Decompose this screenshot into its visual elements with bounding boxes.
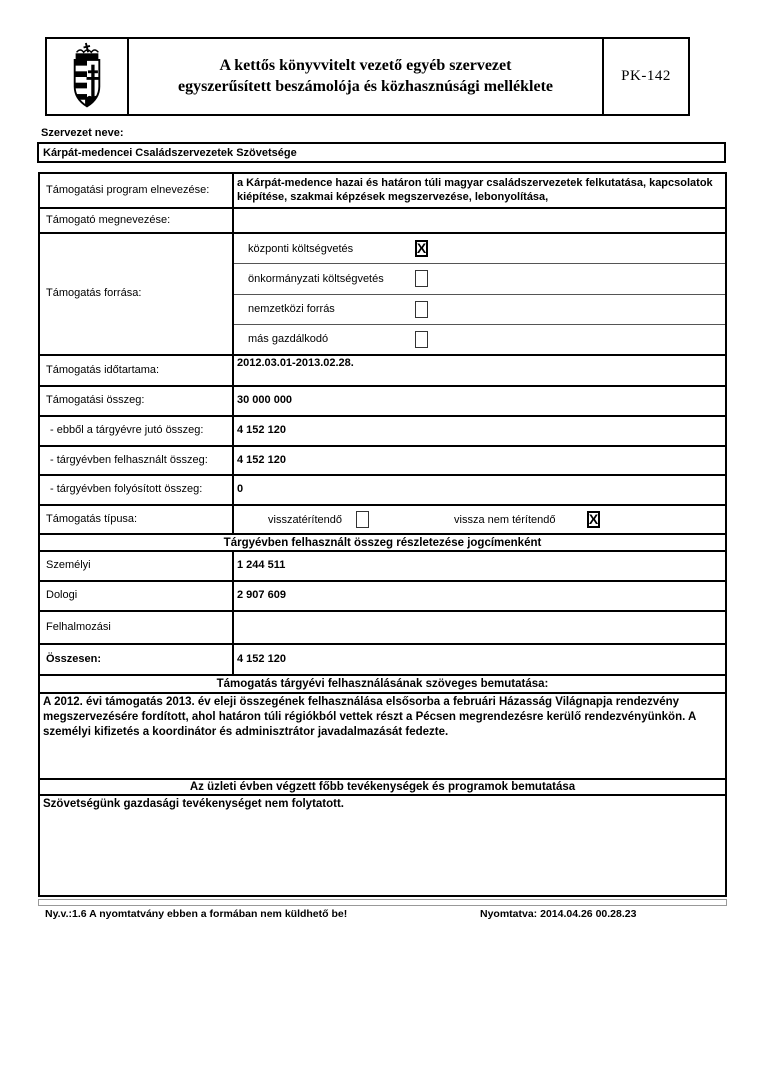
source-option-label: más gazdálkodó — [248, 333, 329, 346]
osszesen-label: Összesen: — [40, 645, 234, 674]
osszesen-value: 4 152 120 — [237, 652, 286, 665]
type-option-label: vissza nem térítendő — [454, 513, 556, 526]
duration-value: 2012.03.01-2013.02.28. — [237, 357, 354, 369]
year-disbursed-value: 0 — [237, 483, 244, 496]
row-year-disbursed — [40, 476, 725, 506]
empty-strip — [38, 899, 727, 906]
form-title-line1: A kettős könyvvitelt vezető egyéb szervezet — [219, 56, 512, 74]
checkbox-kozponti-koltsegvetes: X — [416, 240, 427, 257]
szemelyi-label: Személyi — [40, 552, 234, 580]
checkbox-visszateritendo — [356, 511, 369, 528]
year-used-label: - tárgyévben felhasznált összeg: — [40, 447, 234, 474]
year-disbursed-label: - tárgyévben folyósított összeg: — [40, 476, 234, 504]
usage-text: A 2012. évi támogatás 2013. év eleji összegének felhasználása elsősorba a februári Házasság Világnapja rendezvény megszervezésére fordított, ahol határon túli régiókból vettek részt a Pécsen megrendezésre kerülő rendezvényünkön. A személyi kifizetés a koordinátor és adminisztrátor javadalmazását fedezte. — [40, 694, 725, 780]
provider-value — [234, 209, 725, 232]
row-year-used — [40, 447, 725, 476]
row-total-amount — [40, 387, 725, 417]
section-header-usage: Támogatás tárgyévi felhasználásának szöveges bemutatása: — [40, 676, 725, 694]
year-share-value: 4 152 120 — [237, 424, 286, 437]
row-duration — [40, 356, 725, 387]
logo-cell — [47, 39, 129, 114]
felhalmozasi-label: Felhalmozási — [40, 612, 234, 643]
form-title — [129, 39, 604, 114]
total-amount-label: Támogatási összeg: — [40, 387, 234, 415]
support-type-options — [234, 506, 725, 533]
year-share-label: - ebből a tárgyévre jutó összeg: — [40, 417, 234, 445]
section-header-breakdown: Tárgyévben felhasznált összeg részletezése jogcímenként — [40, 535, 725, 552]
source-option-row — [234, 295, 725, 325]
support-type-label: Támogatás típusa: — [40, 506, 234, 533]
checkbox-onkormanyzati-koltsegvetes — [415, 270, 428, 287]
org-name-field — [37, 142, 726, 163]
type-option-label: visszatérítendő — [268, 513, 342, 526]
footer-printed-timestamp: Nyomtatva: 2014.04.26 00.28.23 — [480, 908, 637, 920]
row-program — [40, 174, 725, 209]
activities-text: Szövetségünk gazdasági tevékenységet nem folytatott. — [43, 798, 345, 810]
section-header-activities: Az üzleti évben végzett főbb tevékenységek és programok bemutatása — [40, 780, 725, 796]
support-details-table — [38, 172, 727, 897]
provider-label: Támogató megnevezése: — [40, 209, 234, 232]
org-name-label: Szervezet neve: — [41, 127, 124, 139]
org-name-value: Kárpát-medencei Családszervezetek Szövetsége — [43, 146, 297, 159]
duration-label: Támogatás időtartama: — [40, 356, 234, 385]
checkbox-vissza-nem-teritendo: X — [588, 511, 599, 527]
row-provider — [40, 209, 725, 234]
row-felhalmozasi — [40, 612, 725, 645]
form-code: PK-142 — [621, 68, 671, 84]
program-label: Támogatási program elnevezése: — [40, 174, 234, 207]
hungary-coat-of-arms-icon — [58, 41, 116, 113]
checkbox-nemzetkozi-forras — [415, 301, 428, 318]
program-value: a Kárpát-medence hazai és határon túli magyar családszervezetek felkutatása, kapcsolatok kiépítése, szakmai képzések megszervezése, lebonyolítása, — [237, 176, 713, 203]
source-options — [234, 234, 725, 354]
source-option-row — [234, 325, 725, 354]
dologi-label: Dologi — [40, 582, 234, 610]
row-support-type — [40, 506, 725, 535]
form-header — [45, 37, 690, 116]
source-option-label: nemzetközi forrás — [248, 303, 335, 316]
row-year-share — [40, 417, 725, 447]
source-option-row — [234, 234, 725, 264]
year-used-value: 4 152 120 — [237, 453, 286, 466]
form-title-line2: egyszerűsített beszámolója és közhasznúsági melléklete — [177, 77, 554, 95]
source-option-label: önkormányzati költségvetés — [248, 272, 384, 285]
row-osszesen — [40, 645, 725, 676]
row-source — [40, 234, 725, 356]
total-amount-value: 30 000 000 — [237, 394, 293, 407]
dologi-value: 2 907 609 — [237, 589, 286, 602]
row-dologi — [40, 582, 725, 612]
source-option-row — [234, 264, 725, 294]
szemelyi-value: 1 244 511 — [237, 559, 286, 572]
row-szemelyi — [40, 552, 725, 582]
checkbox-mas-gazdalkodo — [415, 331, 428, 348]
source-label: Támogatás forrása: — [40, 234, 234, 354]
source-option-label: központi költségvetés — [248, 242, 354, 255]
felhalmozasi-value — [234, 612, 725, 643]
footer-version-note: Ny.v.:1.6 A nyomtatvány ebben a formában nem küldhető be! — [45, 908, 348, 920]
